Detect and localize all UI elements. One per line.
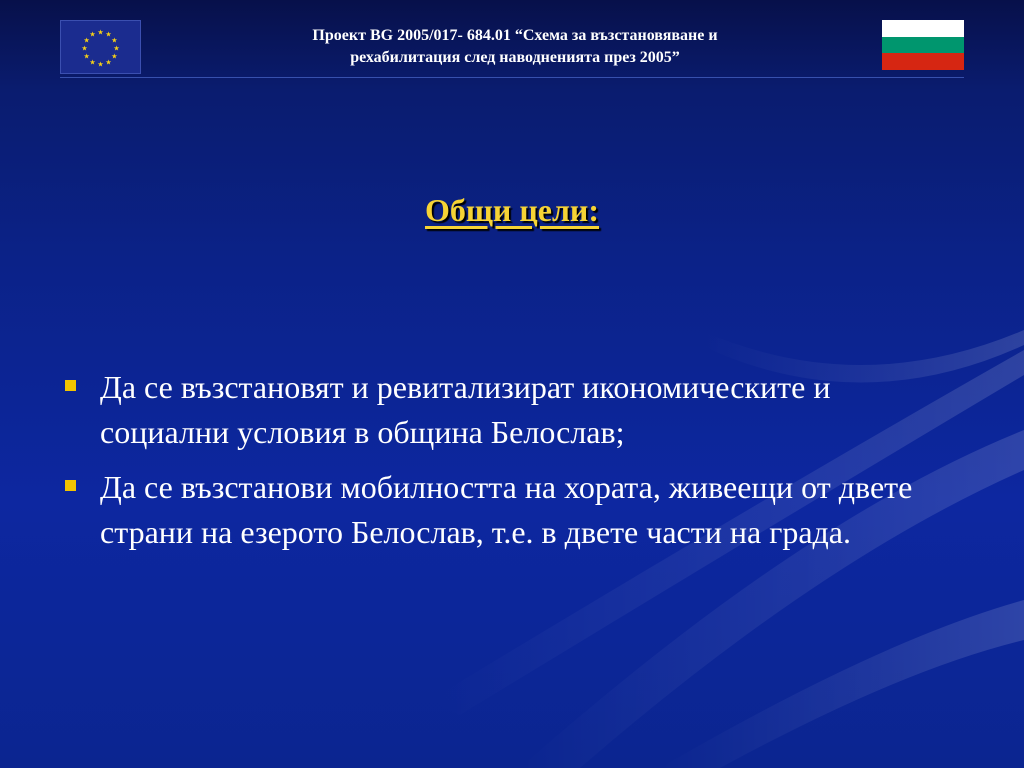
- svg-text:★: ★: [83, 52, 90, 61]
- header-divider: [60, 77, 964, 78]
- svg-text:★: ★: [81, 44, 88, 53]
- list-item: [62, 465, 962, 555]
- list-item: [62, 365, 962, 455]
- svg-text:★: ★: [83, 36, 90, 45]
- square-bullet-icon: [65, 380, 76, 391]
- svg-text:★: ★: [97, 60, 104, 69]
- svg-text:★: ★: [111, 52, 118, 61]
- flag-stripe-green: [882, 37, 964, 54]
- slide-header: [0, 0, 1024, 80]
- flag-stripe-white: [882, 20, 964, 37]
- project-title-line-2: рехабилитация след наводненията през 2005”: [350, 49, 680, 66]
- svg-text:★: ★: [105, 30, 112, 39]
- flag-stripe-red: [882, 53, 964, 70]
- svg-text:★: ★: [111, 36, 118, 45]
- page-title: Общи цели:: [424, 192, 600, 228]
- square-bullet-icon: [65, 480, 76, 491]
- list-item-text: Да се възстановят и ревитализират икономическите и социални условия в община Белослав;: [100, 369, 831, 450]
- svg-text:★: ★: [89, 30, 96, 39]
- bulgaria-flag-icon: [882, 20, 964, 70]
- svg-text:★: ★: [89, 58, 96, 67]
- eu-flag-icon: [60, 20, 141, 74]
- project-title: [160, 25, 870, 69]
- svg-text:★: ★: [97, 28, 104, 37]
- svg-text:★: ★: [105, 58, 112, 67]
- svg-text:★: ★: [113, 44, 120, 53]
- project-title-line-1: Проект BG 2005/017- 684.01 “Схема за възстановяване и: [312, 27, 718, 44]
- goals-list: [62, 365, 962, 565]
- list-item-text: Да се възстанови мобилността на хората, живеещи от двете страни на езерото Белослав, т.е. в двете части на града.: [100, 469, 913, 550]
